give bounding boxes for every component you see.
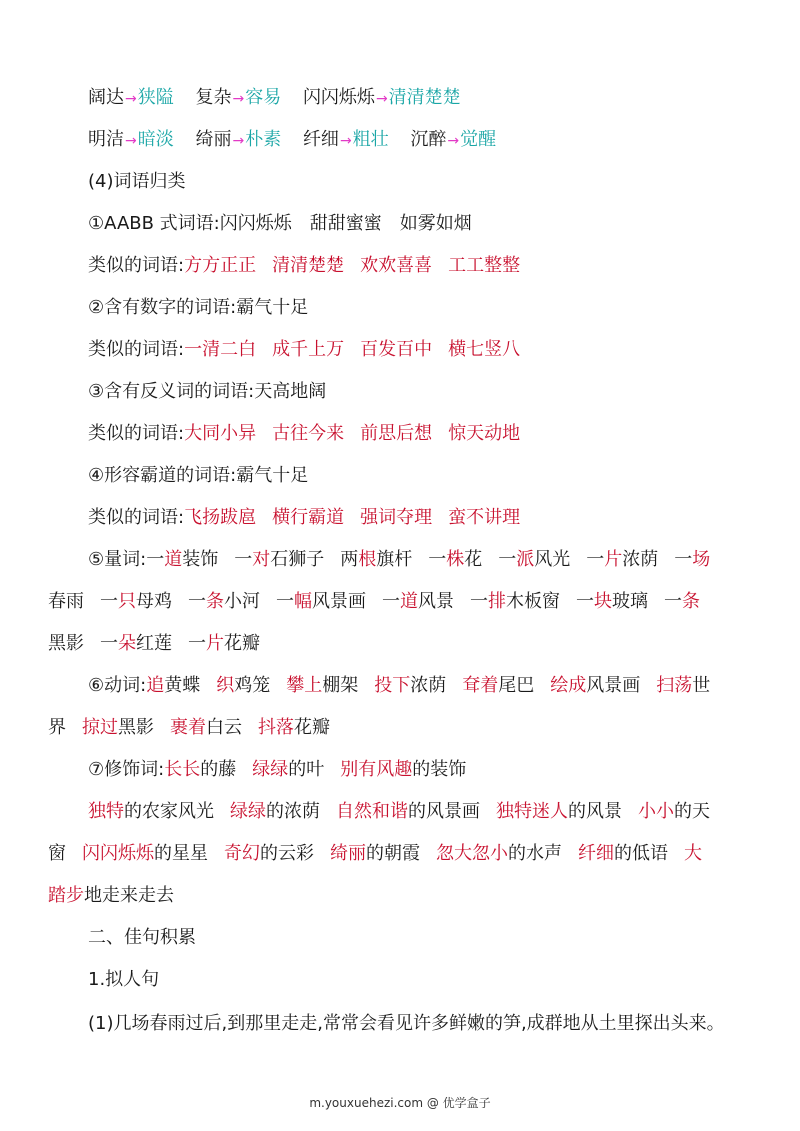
group-title: ②含有数字的词语:霸气十足 — [88, 297, 309, 318]
answer-word: 百发百中 — [360, 339, 433, 360]
answer-word: 掠过 — [82, 717, 118, 738]
answer-word: 织 — [216, 675, 235, 696]
answer-word: 块 — [594, 591, 612, 612]
answer-word: 绮丽 — [330, 843, 366, 864]
group-title: ④形容霸道的词语:霸气十足 — [88, 465, 309, 486]
antonym-row-1 — [48, 86, 760, 111]
answer-word: 幅 — [294, 591, 312, 612]
group-title: ①AABB 式词语:闪闪烁烁 甜甜蜜蜜 如雾如烟 — [88, 213, 472, 234]
word: 纤细 — [302, 129, 339, 150]
answer-word: 横七竖八 — [448, 339, 521, 360]
answer-word: 片 — [206, 633, 224, 654]
answer-word: 方方正正 — [184, 255, 257, 276]
modifiers-line-1: ⑦修饰词:长长的藤 绿绿的叶 别有风趣的装饰 — [88, 759, 467, 780]
answer-word: 株 — [446, 549, 465, 570]
antonym-answer: 朴素 — [245, 129, 282, 150]
measure-words-line-3: 黑影 一朵红莲 一片花瓣 — [48, 633, 260, 654]
answer-word: 前思后想 — [360, 423, 433, 444]
arrow-icon: → — [125, 91, 137, 107]
answer-word: 工工整整 — [448, 255, 521, 276]
answer-word: 奇幻 — [224, 843, 260, 864]
answer-word: 追 — [146, 675, 165, 696]
answer-word: 绘成 — [550, 675, 587, 696]
answer-word: 长长 — [164, 759, 201, 780]
similar-label: 类似的词语: — [88, 423, 185, 444]
word: 明洁 — [88, 129, 124, 150]
answer-word: 古往今来 — [272, 423, 345, 444]
answer-word: 清清楚楚 — [272, 255, 345, 276]
word: 绮丽 — [195, 129, 232, 150]
answer-word: 条 — [206, 591, 224, 612]
arrow-icon: → — [232, 133, 245, 149]
antonym-answer: 清清楚楚 — [388, 87, 461, 108]
word: 阔达 — [88, 87, 124, 108]
answer-word: 绿绿 — [230, 801, 266, 822]
answer-word: 一清二白 — [184, 339, 257, 360]
similar-words-row — [48, 506, 760, 530]
answer-word: 闪闪烁烁 — [82, 843, 154, 864]
antonym-answer: 觉醒 — [460, 129, 497, 150]
answer-word: 蛮不讲理 — [448, 507, 521, 528]
answer-word: 小小 — [638, 801, 674, 822]
answer-word: 片 — [604, 549, 623, 570]
answer-word: 投下 — [374, 675, 411, 696]
measure-label: ⑤量词: — [88, 549, 147, 570]
word: 闪闪烁烁 — [302, 87, 375, 108]
similar-label: 类似的词语: — [88, 255, 185, 276]
verbs-line-2: 界 掠过黑影 裹着白云 抖落花瓣 — [48, 717, 330, 738]
word: 复杂 — [195, 87, 232, 108]
answer-word: 别有风趣 — [340, 759, 413, 780]
answer-word: 朵 — [118, 633, 136, 654]
answer-word: 扫荡 — [656, 675, 693, 696]
modifiers-line-2: 独特的农家风光 绿绿的浓荫 自然和谐的风景画 独特迷人的风景 小小的天 — [88, 801, 710, 822]
answer-word: 裹着 — [170, 717, 206, 738]
answer-word: 强词夺理 — [360, 507, 433, 528]
antonym-answer: 容易 — [245, 87, 282, 108]
modifiers-line-3: 窗 闪闪烁烁的星星 奇幻的云彩 绮丽的朝霞 忽大忽小的水声 纤细的低语 大 — [48, 843, 702, 864]
group-title: ③含有反义词的词语:天高地阔 — [88, 381, 327, 402]
answer-word: 成千上万 — [272, 339, 345, 360]
measure-words-line-1: ⑤量词:一道装饰 一对石狮子 两根旗杆 一株花 一派风光 一片浓荫 一场 — [88, 549, 711, 570]
answer-word: 绿绿 — [252, 759, 289, 780]
answer-word: 横行霸道 — [272, 507, 345, 528]
answer-word: 大同小异 — [184, 423, 257, 444]
word: 沉醉 — [410, 129, 447, 150]
antonym-answer: 狭隘 — [137, 87, 174, 108]
arrow-icon: → — [125, 133, 137, 149]
similar-words-row — [48, 422, 760, 446]
similar-label: 类似的词语: — [88, 339, 185, 360]
answer-word: 独特 — [88, 801, 124, 822]
answer-word: 派 — [516, 549, 535, 570]
section-heading: (4)词语归类 — [88, 171, 186, 192]
answer-word: 耷着 — [462, 675, 499, 696]
answer-word: 飞扬跋扈 — [184, 507, 257, 528]
answer-word: 对 — [252, 549, 271, 570]
answer-word: 纤细 — [578, 843, 614, 864]
arrow-icon: → — [375, 91, 388, 107]
sub-heading: 1.拟人句 — [88, 969, 160, 990]
answer-word: 排 — [488, 591, 506, 612]
modifiers-label: ⑦修饰词: — [88, 759, 165, 780]
similar-words-row — [48, 254, 760, 278]
example-sentence: (1)几场春雨过后,到那里走走,常常会看见许多鲜嫩的笋,成群地从土里探出头来。 — [88, 1013, 725, 1034]
answer-word: 道 — [164, 549, 183, 570]
answer-word: 场 — [692, 549, 711, 570]
answer-word: 独特迷人 — [496, 801, 568, 822]
answer-word: 攀上 — [286, 675, 323, 696]
modifiers-line-4: 踏步地走来走去 — [48, 885, 174, 906]
answer-word: 抖落 — [258, 717, 294, 738]
answer-word: 忽大忽小 — [436, 843, 508, 864]
arrow-icon: → — [339, 133, 352, 149]
antonym-row-2 — [48, 128, 760, 153]
arrow-icon: → — [232, 91, 245, 107]
answer-word: 根 — [358, 549, 377, 570]
answer-word: 惊天动地 — [448, 423, 521, 444]
answer-word: 只 — [118, 591, 136, 612]
similar-label: 类似的词语: — [88, 507, 185, 528]
antonym-answer: 暗淡 — [137, 129, 174, 150]
answer-word: 欢欢喜喜 — [360, 255, 433, 276]
answer-word: 自然和谐 — [336, 801, 408, 822]
section-heading: 二、佳句积累 — [88, 927, 196, 948]
verbs-line-1: ⑥动词:追黄蝶 织鸡笼 攀上棚架 投下浓荫 耷着尾巴 绘成风景画 扫荡世 — [88, 675, 711, 696]
verbs-label: ⑥动词: — [88, 675, 147, 696]
footer-watermark: m.youxuehezi.com @ 优学盒子 — [309, 1096, 491, 1110]
similar-words-row — [48, 338, 760, 362]
answer-word: 道 — [400, 591, 418, 612]
answer-word: 条 — [682, 591, 700, 612]
measure-words-line-2: 春雨 一只母鸡 一条小河 一幅风景画 一道风景 一排木板窗 一块玻璃 一条 — [48, 591, 700, 612]
antonym-answer: 粗壮 — [352, 129, 389, 150]
arrow-icon: → — [447, 133, 460, 149]
answer-word: 踏步 — [48, 885, 84, 906]
answer-word: 大 — [684, 843, 702, 864]
